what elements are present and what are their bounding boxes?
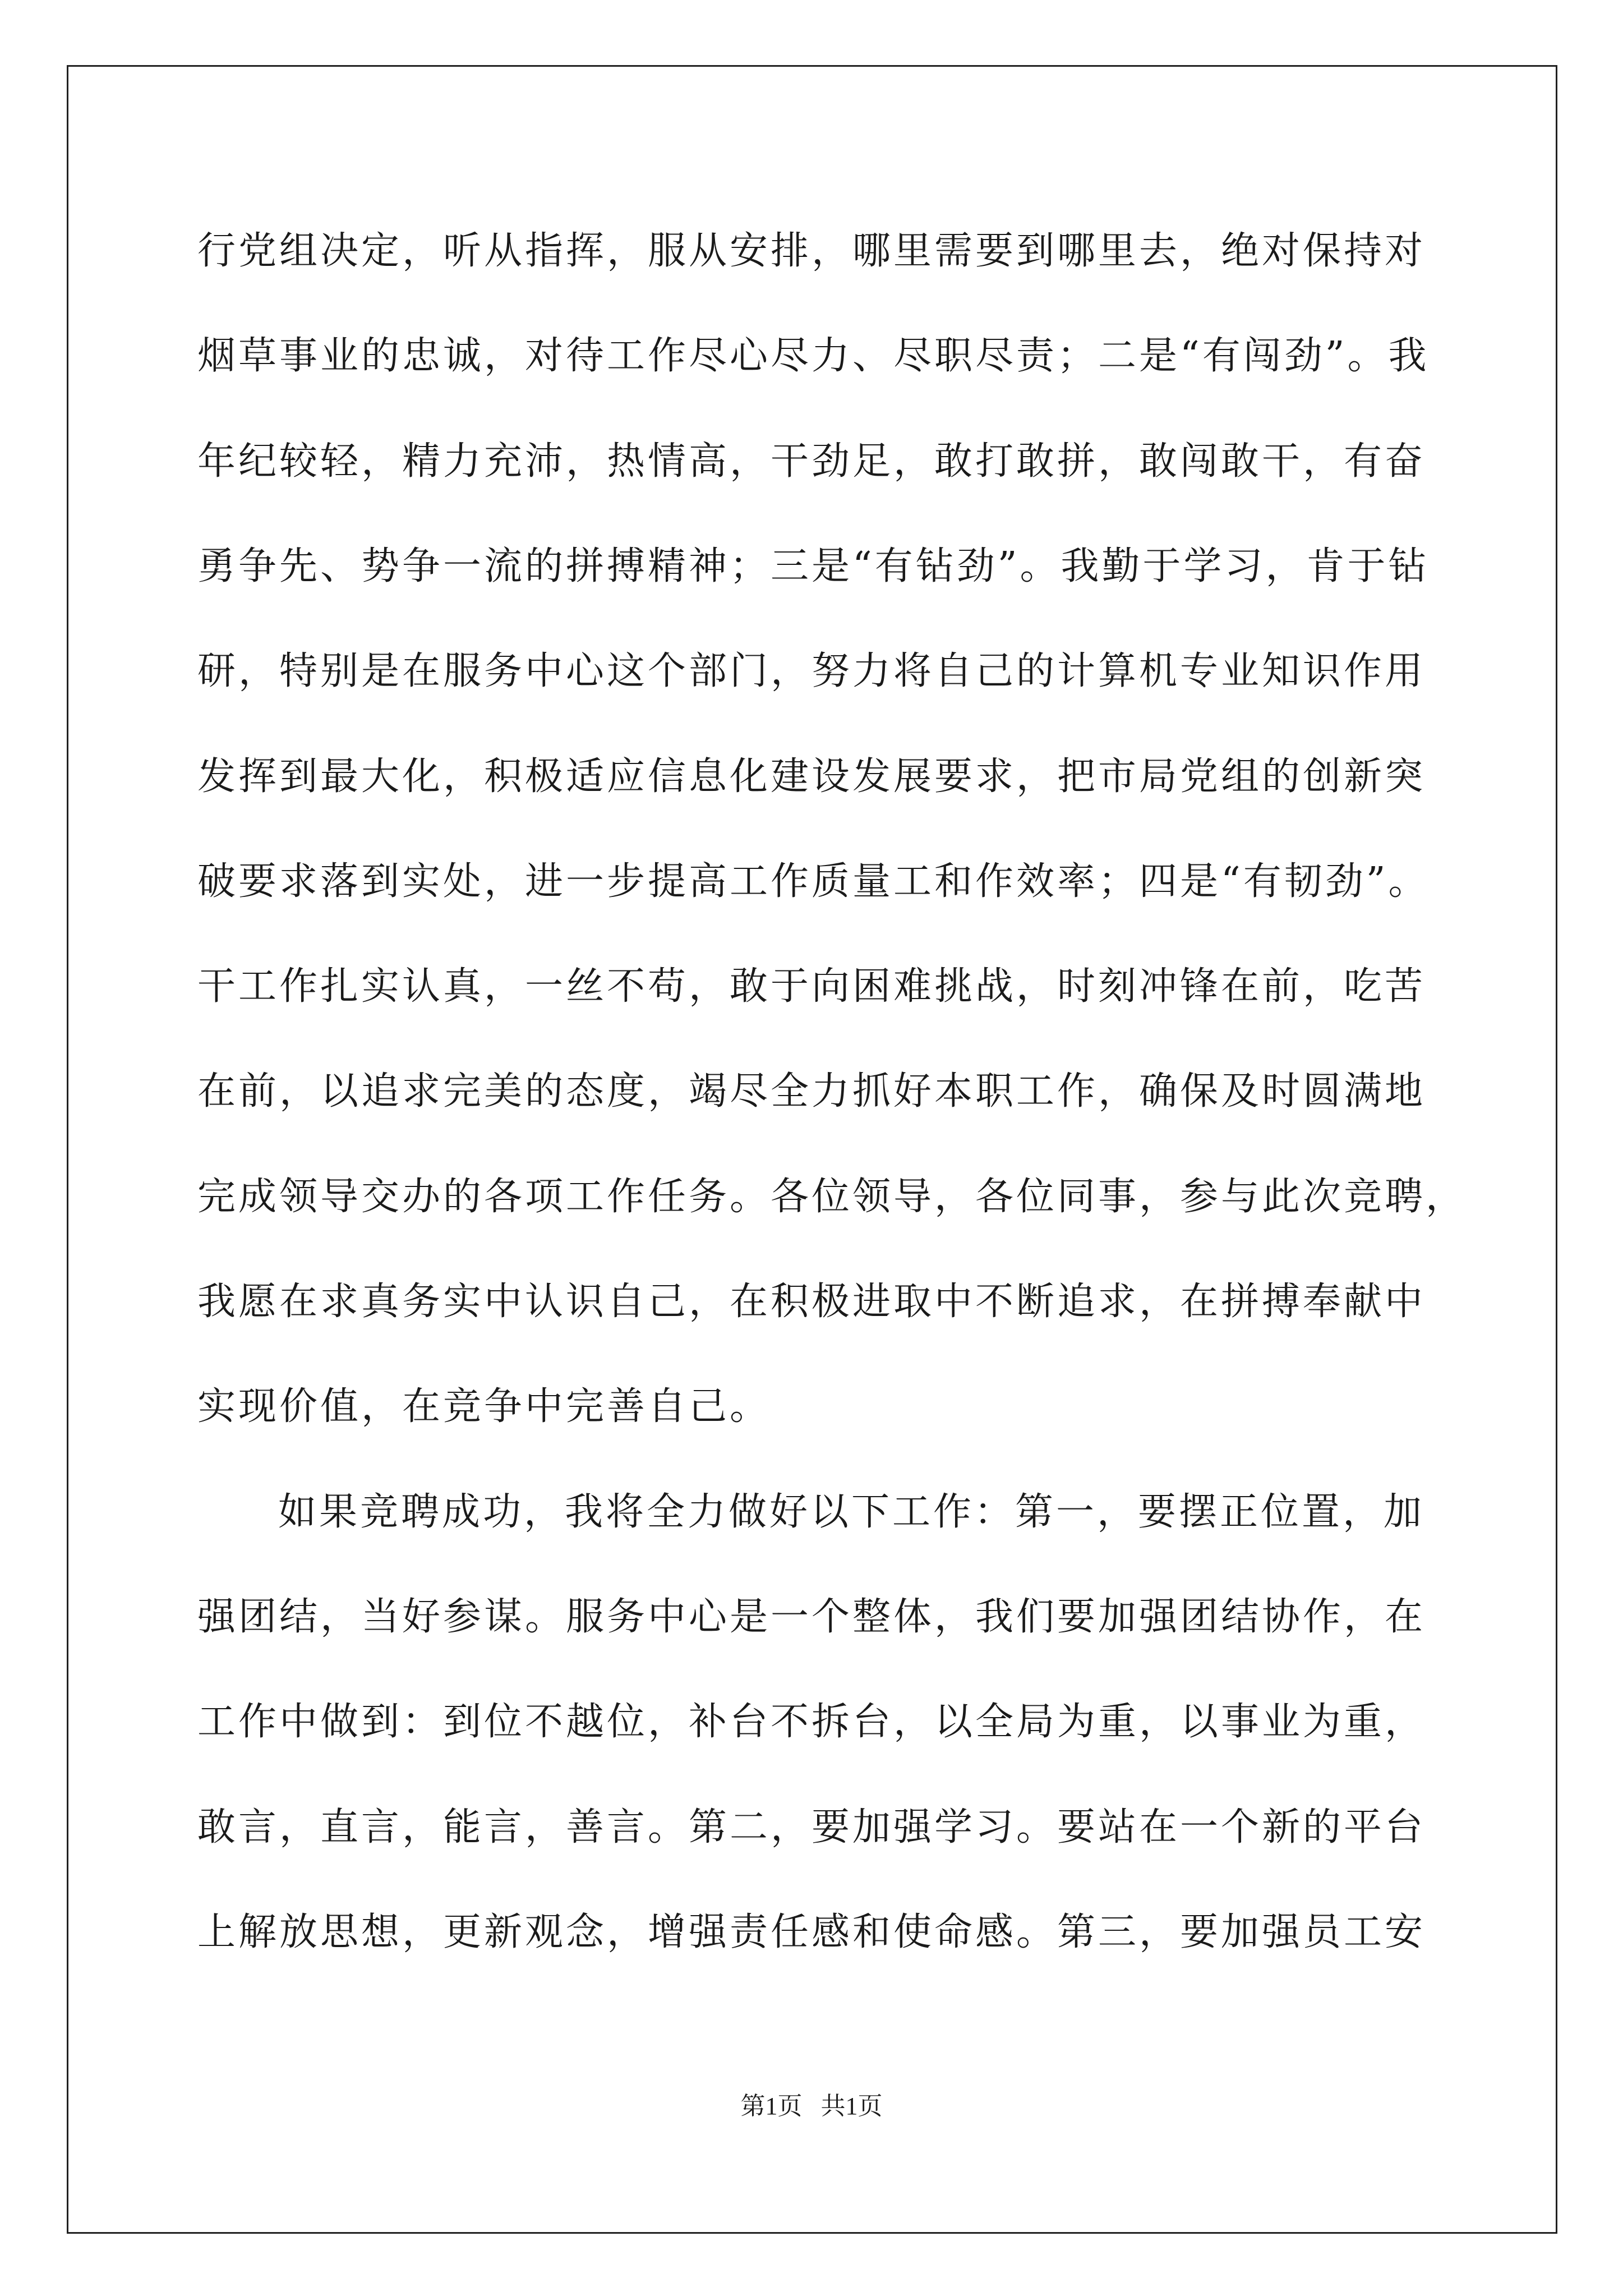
- text-line: 干工作扎实认真，一丝不苟，敢于向困难挑战，时刻冲锋在前，吃苦: [197, 964, 1426, 1009]
- text-line: 行党组决定，听从指挥，服从安排，哪里需要到哪里去，绝对保持对: [197, 229, 1426, 273]
- text-line: 上解放思想，更新观念，增强责任感和使命感。第三，要加强员工安: [197, 1910, 1426, 1954]
- text-line: 我愿在求真务实中认识自己，在积极进取中不断追求，在拼搏奉献中: [197, 1280, 1426, 1324]
- text-line: 强团结，当好参谋。服务中心是一个整体，我们要加强团结协作，在: [197, 1595, 1426, 1639]
- text-line: 年纪较轻，精力充沛，热情高，干劲足，敢打敢拼，敢闯敢干，有奋: [197, 439, 1426, 484]
- text-line: 烟草事业的忠诚，对待工作尽心尽力、尽职尽责；二是“有闯劲”。我: [197, 334, 1430, 378]
- paragraph-first-line: 如果竞聘成功，我将全力做好以下工作：第一，要摆正位置，加: [278, 1490, 1425, 1534]
- text-line: 完成领导交办的各项工作任务。各位领导，各位同事，参与此次竞聘，: [197, 1175, 1467, 1219]
- text-line: 发挥到最大化，积极适应信息化建设发展要求，把市局党组的创新突: [197, 754, 1426, 799]
- text-line: 工作中做到：到位不越位，补台不拆台，以全局为重，以事业为重，: [197, 1700, 1426, 1744]
- page-number-footer: 第1页 共1页: [740, 2092, 883, 2120]
- text-line: 破要求落到实处，进一步提高工作质量工和作效率；四是“有韧劲”。: [197, 859, 1430, 904]
- text-line: 敢言，直言，能言，善言。第二，要加强学习。要站在一个新的平台: [197, 1805, 1426, 1849]
- text-line: 在前，以追求完美的态度，竭尽全力抓好本职工作，确保及时圆满地: [197, 1069, 1426, 1114]
- text-line: 勇争先、势争一流的拼搏精神；三是“有钻劲”。我勤于学习，肯于钻: [197, 544, 1430, 588]
- text-line: 研，特别是在服务中心这个部门，努力将自己的计算机专业知识作用: [197, 649, 1426, 693]
- text-line: 实现价值，在竞争中完善自己。: [197, 1384, 771, 1429]
